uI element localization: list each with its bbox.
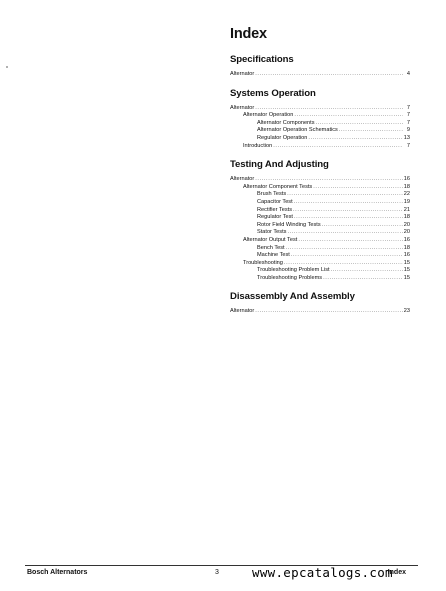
toc-entry-label: Rectifier Tests [257,206,293,213]
toc-entry-label: Alternator [230,308,255,315]
toc-entry-page-number: 16 [403,252,410,259]
section-heading: Testing And Adjusting [230,159,329,171]
margin-speck [6,66,8,68]
toc-entry-page-number: 13 [403,134,410,141]
toc-entry-page-number: 7 [406,142,410,149]
toc-entry-label: Regulator Test [257,214,293,221]
toc-entry-page-number: 22 [403,191,410,198]
toc-entry[interactable] [230,237,410,245]
toc-entry[interactable] [230,127,410,135]
toc-entry-label: Stator Tests [257,229,287,236]
index-column [230,26,410,325]
toc-entry-label: Alternator Output Test [243,236,298,243]
toc-entry[interactable] [230,184,410,192]
toc-entry[interactable] [230,260,410,268]
dot-leader [322,222,403,230]
toc-entry-label: Introduction [243,142,273,149]
dot-leader [313,184,403,192]
toc-entry-page-number: 4 [406,71,410,77]
index-section [230,54,410,79]
toc-entry[interactable] [230,176,410,184]
toc-entry-page-number: 16 [403,236,410,243]
toc-entry-label: Regulator Operation [257,134,308,141]
toc-entry[interactable] [230,112,410,120]
toc-entry-label: Machine Test [257,252,290,259]
toc-entry-page-number: 15 [403,267,410,274]
page-title: Index [230,26,267,42]
footer-section-name: Index [387,569,406,576]
dot-leader [255,105,403,113]
toc-entry-label: Alternator [230,104,255,111]
toc-entry[interactable] [230,214,410,222]
index-section [230,291,410,316]
dot-leader [255,308,403,316]
toc-entry-page-number: 21 [403,206,410,213]
toc-entry[interactable] [230,120,410,128]
toc-entry[interactable] [230,245,410,253]
toc-entry[interactable] [230,308,410,316]
toc-entry-page-number: 18 [403,244,410,251]
toc-entry-label: Rotor Field Winding Tests [257,221,321,228]
toc-entry-page-number: 18 [403,214,410,221]
dot-leader [287,229,402,237]
toc-entry[interactable] [230,105,410,113]
toc-entry-label: Troubleshooting Problem List [257,267,330,274]
section-heading: Systems Operation [230,87,316,99]
toc-entry-label: Alternator Components [257,119,315,126]
toc-entry-page-number: 20 [403,229,410,236]
toc-entry-page-number: 18 [403,183,410,190]
toc-entry-label: Alternator [230,176,255,183]
toc-entry-label: Alternator Operation [243,112,294,119]
toc-entry-page-number: 7 [406,119,410,126]
toc-entry-page-number: 16 [403,176,410,183]
toc-entry-page-number: 20 [403,221,410,228]
toc-entry[interactable] [230,275,410,283]
toc-entry[interactable] [230,135,410,143]
section-heading: Disassembly And Assembly [230,291,355,303]
toc-entry-page-number: 23 [403,308,410,315]
dot-leader [316,120,403,128]
toc-entry-label: Alternator Operation Schematics [257,127,338,134]
dot-leader [323,275,403,283]
dot-leader [255,71,403,79]
toc-entry[interactable] [230,191,410,199]
dot-leader [291,252,403,260]
toc-entry[interactable] [230,71,410,79]
dot-leader [294,214,403,222]
toc-entry[interactable] [230,267,410,275]
toc-entry[interactable] [230,207,410,215]
dot-leader [298,237,402,245]
index-section [230,159,410,282]
dot-leader [339,127,403,135]
toc-entry-label: Troubleshooting [243,259,283,266]
toc-entry[interactable] [230,222,410,230]
toc-entry-page-number: 15 [403,259,410,266]
toc-entry-page-number: 15 [403,274,410,281]
toc-entry-page-number: 7 [406,112,410,119]
dot-leader [273,143,403,151]
dot-leader [287,191,403,199]
dot-leader [284,260,403,268]
toc-entry-label: Brush Tests [257,191,287,198]
toc-entry-label: Bench Test [257,244,285,251]
toc-entry-label: Troubleshooting Problems [257,274,323,281]
toc-entry[interactable] [230,143,410,151]
dot-leader [293,207,403,215]
dot-leader [308,135,402,143]
index-sections [230,54,410,316]
toc-entry[interactable] [230,252,410,260]
dot-leader [294,199,403,207]
toc-entry[interactable] [230,229,410,237]
toc-entry[interactable] [230,199,410,207]
toc-entry-label: Capacitor Test [257,198,293,205]
toc-entry-page-number: 7 [406,104,410,111]
toc-entry-page-number: 19 [403,198,410,205]
watermark-text: www.epcatalogs.com [252,565,393,580]
dot-leader [294,112,403,120]
section-heading: Specifications [230,54,294,65]
dot-leader [331,267,403,275]
toc-entry-label: Alternator Component Tests [243,183,313,190]
footer-document-title: Bosch Alternators [27,569,88,576]
dot-leader [255,176,403,184]
index-section [230,88,410,151]
footer-page-number: 3 [215,569,219,576]
dot-leader [286,245,403,253]
toc-entry-page-number: 9 [406,127,410,134]
toc-entry-label: Alternator [230,71,255,77]
